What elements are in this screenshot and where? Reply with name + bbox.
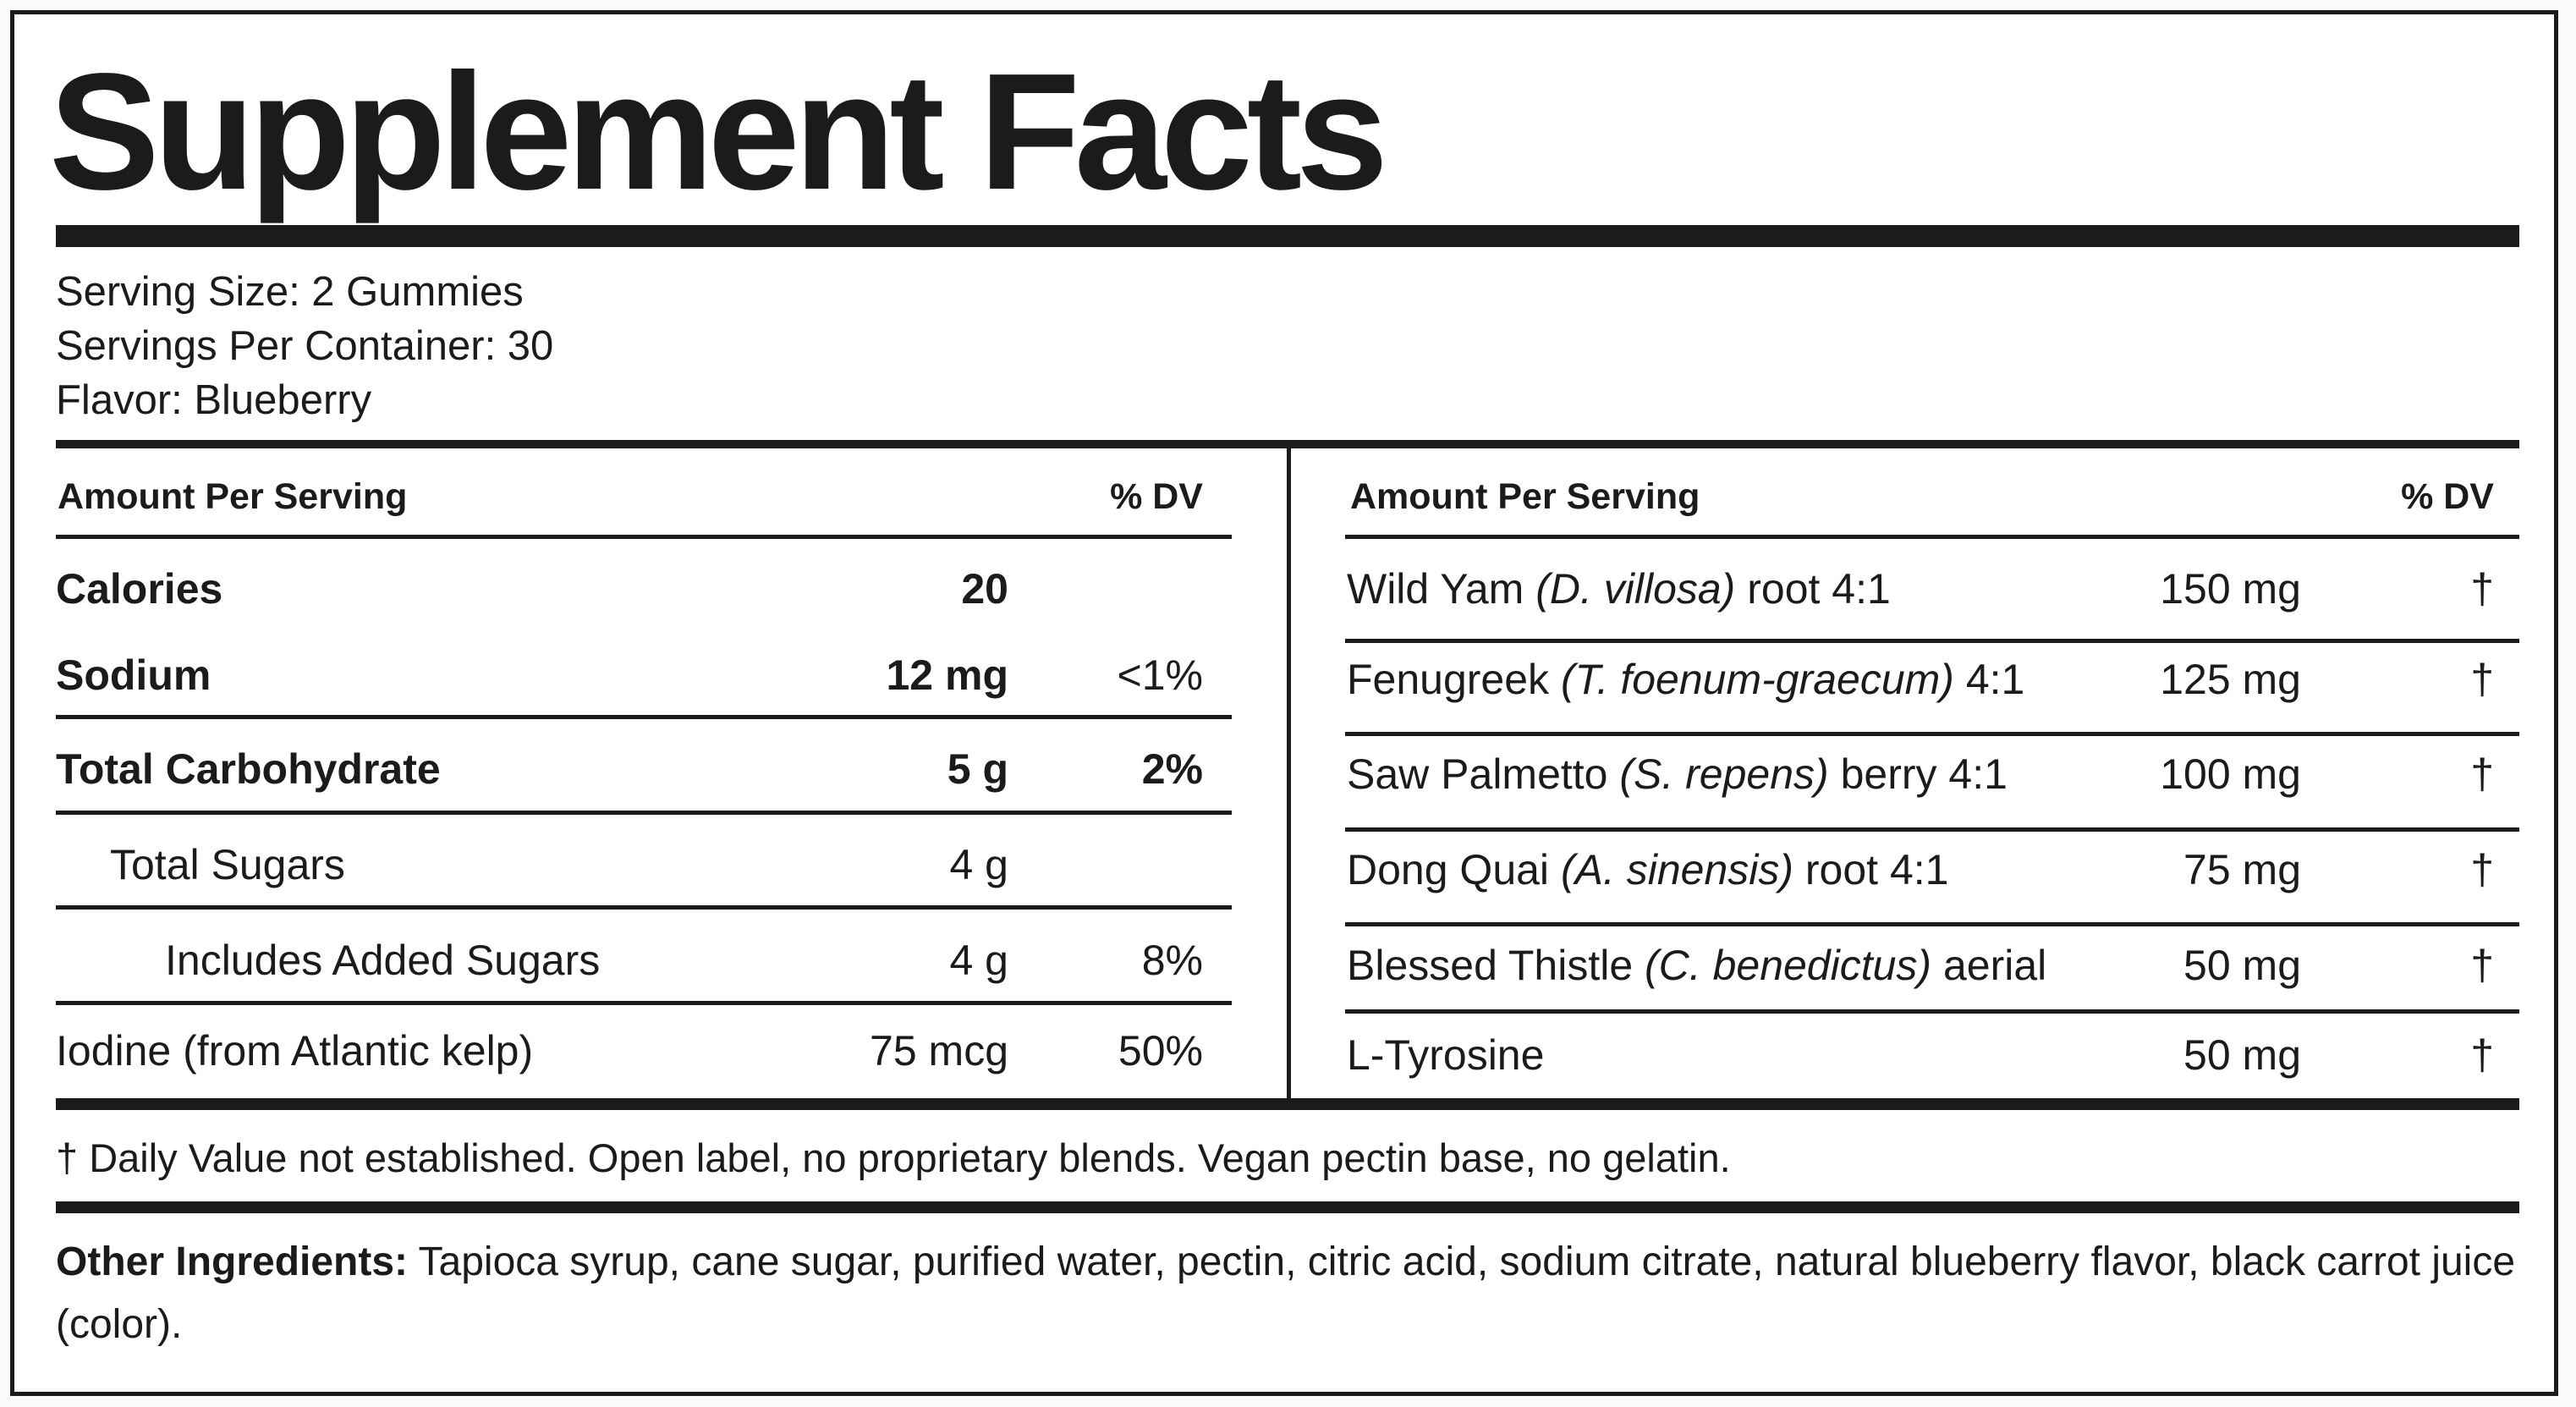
dagger-mark: † [2470, 1031, 2494, 1079]
nutrient-amount: 75 mcg [870, 1027, 1008, 1074]
footnote: † Daily Value not established. Open label, no proprietary blends. Vegan pectin base, no gelatin. [56, 1135, 1731, 1180]
row-divider [1345, 827, 2519, 832]
row-divider [56, 1001, 1232, 1005]
dagger-mark: † [2470, 750, 2494, 798]
row-divider [1345, 639, 2519, 643]
ingredient-amount: 50 mg [2183, 942, 2301, 989]
ingredient-name: Blessed Thistle (C. benedictus) aerial [1347, 942, 2047, 989]
ingredient-amount: 50 mg [2183, 1031, 2301, 1079]
column-divider [1287, 448, 1291, 1100]
nutrient-name: Total Carbohydrate [56, 745, 441, 793]
nutrient-name: Calories [56, 565, 223, 613]
nutrient-name: Iodine (from Atlantic kelp) [56, 1027, 534, 1074]
nutrient-amount: 5 g [947, 745, 1008, 793]
ingredient-amount: 150 mg [2160, 565, 2301, 613]
nutrient-name: Includes Added Sugars [165, 937, 601, 984]
other-ingredients-label: Other Ingredients: [56, 1239, 409, 1284]
tables-bottom-rule [56, 1098, 2519, 1110]
ingredient-amount: 125 mg [2160, 656, 2301, 703]
row-divider [56, 715, 1232, 719]
ingredient-amount: 75 mg [2183, 846, 2301, 893]
nutrient-amount: 20 [961, 565, 1008, 613]
nutrient-amount: 4 g [949, 937, 1008, 984]
title-rule [56, 225, 2519, 247]
other-ingredients [56, 1231, 2518, 1356]
row-divider [56, 811, 1232, 815]
nutrient-amount: 12 mg [886, 651, 1008, 699]
right-header-dv: % DV [2401, 476, 2494, 517]
left-header-dv: % DV [1110, 476, 1203, 517]
nutrient-dv: 2% [1141, 745, 1203, 793]
right-header-amount: Amount Per Serving [1350, 476, 1700, 517]
ingredient-name: Wild Yam (D. villosa) root 4:1 [1347, 565, 1891, 613]
ingredient-name: Fenugreek (T. foenum-graecum) 4:1 [1347, 656, 2025, 703]
flavor: Flavor: Blueberry [56, 377, 372, 423]
nutrient-amount: 4 g [949, 841, 1008, 888]
left-header-amount: Amount Per Serving [58, 476, 408, 517]
row-divider [56, 905, 1232, 910]
nutrient-name: Total Sugars [110, 841, 345, 888]
row-divider [1345, 1009, 2519, 1014]
row-divider [1345, 732, 2519, 736]
right-header-rule [1345, 535, 2519, 539]
serving-rule [56, 440, 2519, 448]
nutrient-name: Sodium [56, 651, 211, 699]
serving-size: Serving Size: 2 Gummies [56, 269, 524, 315]
nutrient-dv: 50% [1118, 1027, 1203, 1074]
dagger-mark: † [2470, 656, 2494, 703]
ingredient-name: Saw Palmetto (S. repens) berry 4:1 [1347, 750, 2008, 798]
nutrient-dv: <1% [1117, 651, 1203, 699]
left-header-rule [56, 535, 1232, 539]
nutrient-dv: 8% [1141, 937, 1203, 984]
other-ingredients-text: Tapioca syrup, cane sugar, purified water, pectin, citric acid, sodium citrate, natural blueberry flavor, black carrot juice (color). [56, 1239, 2516, 1347]
ingredient-name: L-Tyrosine [1347, 1031, 1545, 1079]
dagger-mark: † [2470, 942, 2494, 989]
panel-title: Supplement Facts [49, 39, 1383, 224]
dagger-mark: † [2470, 846, 2494, 893]
ingredient-name: Dong Quai (A. sinensis) root 4:1 [1347, 846, 1949, 893]
servings-per-container: Servings Per Container: 30 [56, 323, 554, 369]
row-divider [1345, 922, 2519, 926]
dagger-mark: † [2470, 565, 2494, 613]
ingredient-amount: 100 mg [2160, 750, 2301, 798]
footnote-rule [56, 1201, 2519, 1213]
